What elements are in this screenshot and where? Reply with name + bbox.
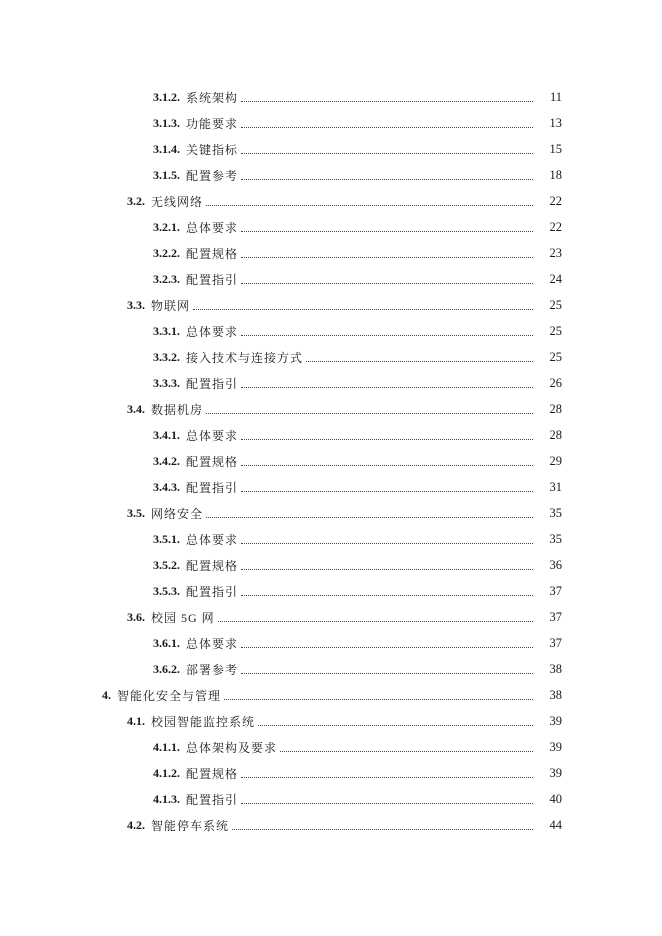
toc-entry-title: 总体要求 [186,532,239,547]
toc-entry-title: 总体要求 [186,428,239,443]
toc-entry-number: 3.2.1. [153,219,180,234]
toc-entry-title: 接入技术与连接方式 [186,350,304,365]
toc-entry-number: 3.4.1. [153,427,180,442]
toc-entry-title: 智能化安全与管理 [117,688,222,703]
toc-entry-number: 3.3.1. [153,323,180,338]
toc-entry-page: 38 [549,687,562,702]
toc-entry-page: 15 [549,141,562,156]
toc-entry-number: 4. [102,687,111,702]
toc-entry-title: 配置指引 [186,272,239,287]
toc-entry-title: 总体要求 [186,324,239,339]
toc-entry[interactable] [0,240,662,266]
toc-entry-number: 4.1.2. [153,765,180,780]
toc-entry-page: 38 [549,661,562,676]
toc-entry-title: 关键指标 [186,142,239,157]
toc-entry[interactable] [0,604,662,630]
toc-entry-title: 智能停车系统 [151,818,230,833]
toc-dot-leader [241,673,533,674]
toc-entry[interactable] [0,266,662,292]
toc-entry[interactable] [0,812,662,838]
toc-entry-number: 4.2. [127,817,145,832]
toc-entry[interactable] [0,110,662,136]
toc-entry-title: 配置指引 [186,584,239,599]
toc-entry-title: 校园智能监控系统 [151,714,256,729]
toc-entry-title: 总体要求 [186,636,239,651]
toc-entry-number: 4.1.1. [153,739,180,754]
toc-dot-leader [241,283,533,284]
toc-dot-leader [241,543,533,544]
toc-entry-number: 4.1.3. [153,791,180,806]
toc-dot-leader [241,803,533,804]
toc-entry[interactable] [0,318,662,344]
toc-entry[interactable] [0,734,662,760]
toc-entry[interactable] [0,214,662,240]
toc-entry-page: 37 [549,635,562,650]
toc-dot-leader [241,335,533,336]
toc-entry-title: 配置指引 [186,480,239,495]
toc-entry-page: 37 [549,609,562,624]
toc-entry-title: 总体架构及要求 [186,740,278,755]
toc-entry[interactable] [0,630,662,656]
toc-entry-title: 配置指引 [186,792,239,807]
toc-dot-leader [241,387,533,388]
toc-entry-page: 18 [549,167,562,182]
toc-dot-leader [241,595,533,596]
toc-entry-title: 无线网络 [151,194,204,209]
toc-entry-title: 数据机房 [151,402,204,417]
toc-entry-page: 29 [549,453,562,468]
toc-entry-number: 3.5.2. [153,557,180,572]
toc-entry-title: 部署参考 [186,662,239,677]
toc-entry-page: 24 [549,271,562,286]
toc-dot-leader [241,257,533,258]
toc-entry-page: 28 [549,427,562,442]
toc-entry-page: 39 [549,739,562,754]
toc-entry-number: 4.1. [127,713,145,728]
toc-entry-title: 配置规格 [186,766,239,781]
toc-dot-leader [241,127,533,128]
toc-entry-page: 35 [549,505,562,520]
toc-dot-leader [241,179,533,180]
toc-entry-page: 44 [549,817,562,832]
toc-entry-title: 总体要求 [186,220,239,235]
toc-dot-leader [241,101,533,102]
toc-entry-number: 3.1.4. [153,141,180,156]
toc-entry-number: 3.3.2. [153,349,180,364]
toc-entry[interactable] [0,526,662,552]
toc-dot-leader [193,309,533,310]
toc-entry-title: 配置规格 [186,246,239,261]
toc-entry-page: 37 [549,583,562,598]
toc-entry-title: 配置规格 [186,454,239,469]
toc-entry[interactable] [0,422,662,448]
toc-entry-number: 3.6.2. [153,661,180,676]
toc-entry-number: 3.3. [127,297,145,312]
toc-entry[interactable] [0,162,662,188]
toc-entry-title: 配置规格 [186,558,239,573]
toc-entry-number: 3.2. [127,193,145,208]
toc-entry-title: 配置参考 [186,168,239,183]
toc-dot-leader [241,777,533,778]
toc-entry[interactable] [0,370,662,396]
toc-dot-leader [218,621,533,622]
toc-entry-number: 3.5.3. [153,583,180,598]
toc-entry-page: 22 [549,193,562,208]
toc-entry-page: 28 [549,401,562,416]
toc-entry-number: 3.1.3. [153,115,180,130]
toc-dot-leader [306,361,533,362]
toc-entry-page: 25 [549,323,562,338]
toc-entry-page: 11 [549,89,562,104]
table-of-contents [0,84,662,838]
toc-entry-title: 系统架构 [186,90,239,105]
toc-entry[interactable] [0,578,662,604]
toc-dot-leader [206,205,533,206]
toc-dot-leader [241,439,533,440]
toc-dot-leader [206,413,533,414]
toc-entry-number: 3.4. [127,401,145,416]
toc-entry[interactable] [0,656,662,682]
toc-entry[interactable] [0,396,662,422]
toc-entry-number: 3.1.2. [153,89,180,104]
toc-entry[interactable] [0,552,662,578]
toc-entry-number: 3.2.2. [153,245,180,260]
toc-entry-number: 3.4.3. [153,479,180,494]
toc-entry-number: 3.6. [127,609,145,624]
toc-entry-number: 3.5.1. [153,531,180,546]
toc-entry-page: 40 [549,791,562,806]
toc-dot-leader [241,465,533,466]
toc-dot-leader [241,153,533,154]
toc-entry-page: 26 [549,375,562,390]
toc-dot-leader [258,725,533,726]
toc-entry[interactable] [0,292,662,318]
toc-entry[interactable] [0,760,662,786]
toc-entry-number: 3.1.5. [153,167,180,182]
toc-entry[interactable] [0,84,662,110]
toc-entry-page: 23 [549,245,562,260]
toc-entry-title: 功能要求 [186,116,239,131]
toc-entry[interactable] [0,500,662,526]
toc-dot-leader [241,491,533,492]
toc-entry-number: 3.6.1. [153,635,180,650]
toc-entry[interactable] [0,682,662,708]
toc-dot-leader [232,829,533,830]
toc-dot-leader [241,647,533,648]
toc-dot-leader [241,569,533,570]
toc-entry-number: 3.3.3. [153,375,180,390]
toc-entry-title: 校园 5G 网 [151,610,215,625]
toc-entry-page: 36 [549,557,562,572]
toc-entry-number: 3.2.3. [153,271,180,286]
toc-entry-title: 配置指引 [186,376,239,391]
toc-entry[interactable] [0,708,662,734]
toc-entry-page: 25 [549,297,562,312]
toc-entry-page: 31 [549,479,562,494]
toc-entry-title: 网络安全 [151,506,204,521]
toc-entry-page: 22 [549,219,562,234]
toc-entry[interactable] [0,344,662,370]
toc-dot-leader [241,231,533,232]
toc-dot-leader [280,751,533,752]
toc-entry[interactable] [0,448,662,474]
toc-dot-leader [206,517,533,518]
toc-entry-number: 3.4.2. [153,453,180,468]
toc-dot-leader [224,699,533,700]
toc-entry-title: 物联网 [151,298,191,313]
toc-entry-page: 13 [549,115,562,130]
toc-entry-number: 3.5. [127,505,145,520]
toc-entry[interactable] [0,786,662,812]
toc-entry-page: 39 [549,713,562,728]
toc-entry[interactable] [0,474,662,500]
toc-entry[interactable] [0,136,662,162]
toc-entry-page: 35 [549,531,562,546]
toc-entry[interactable] [0,188,662,214]
toc-entry-page: 25 [549,349,562,364]
toc-entry-page: 39 [549,765,562,780]
